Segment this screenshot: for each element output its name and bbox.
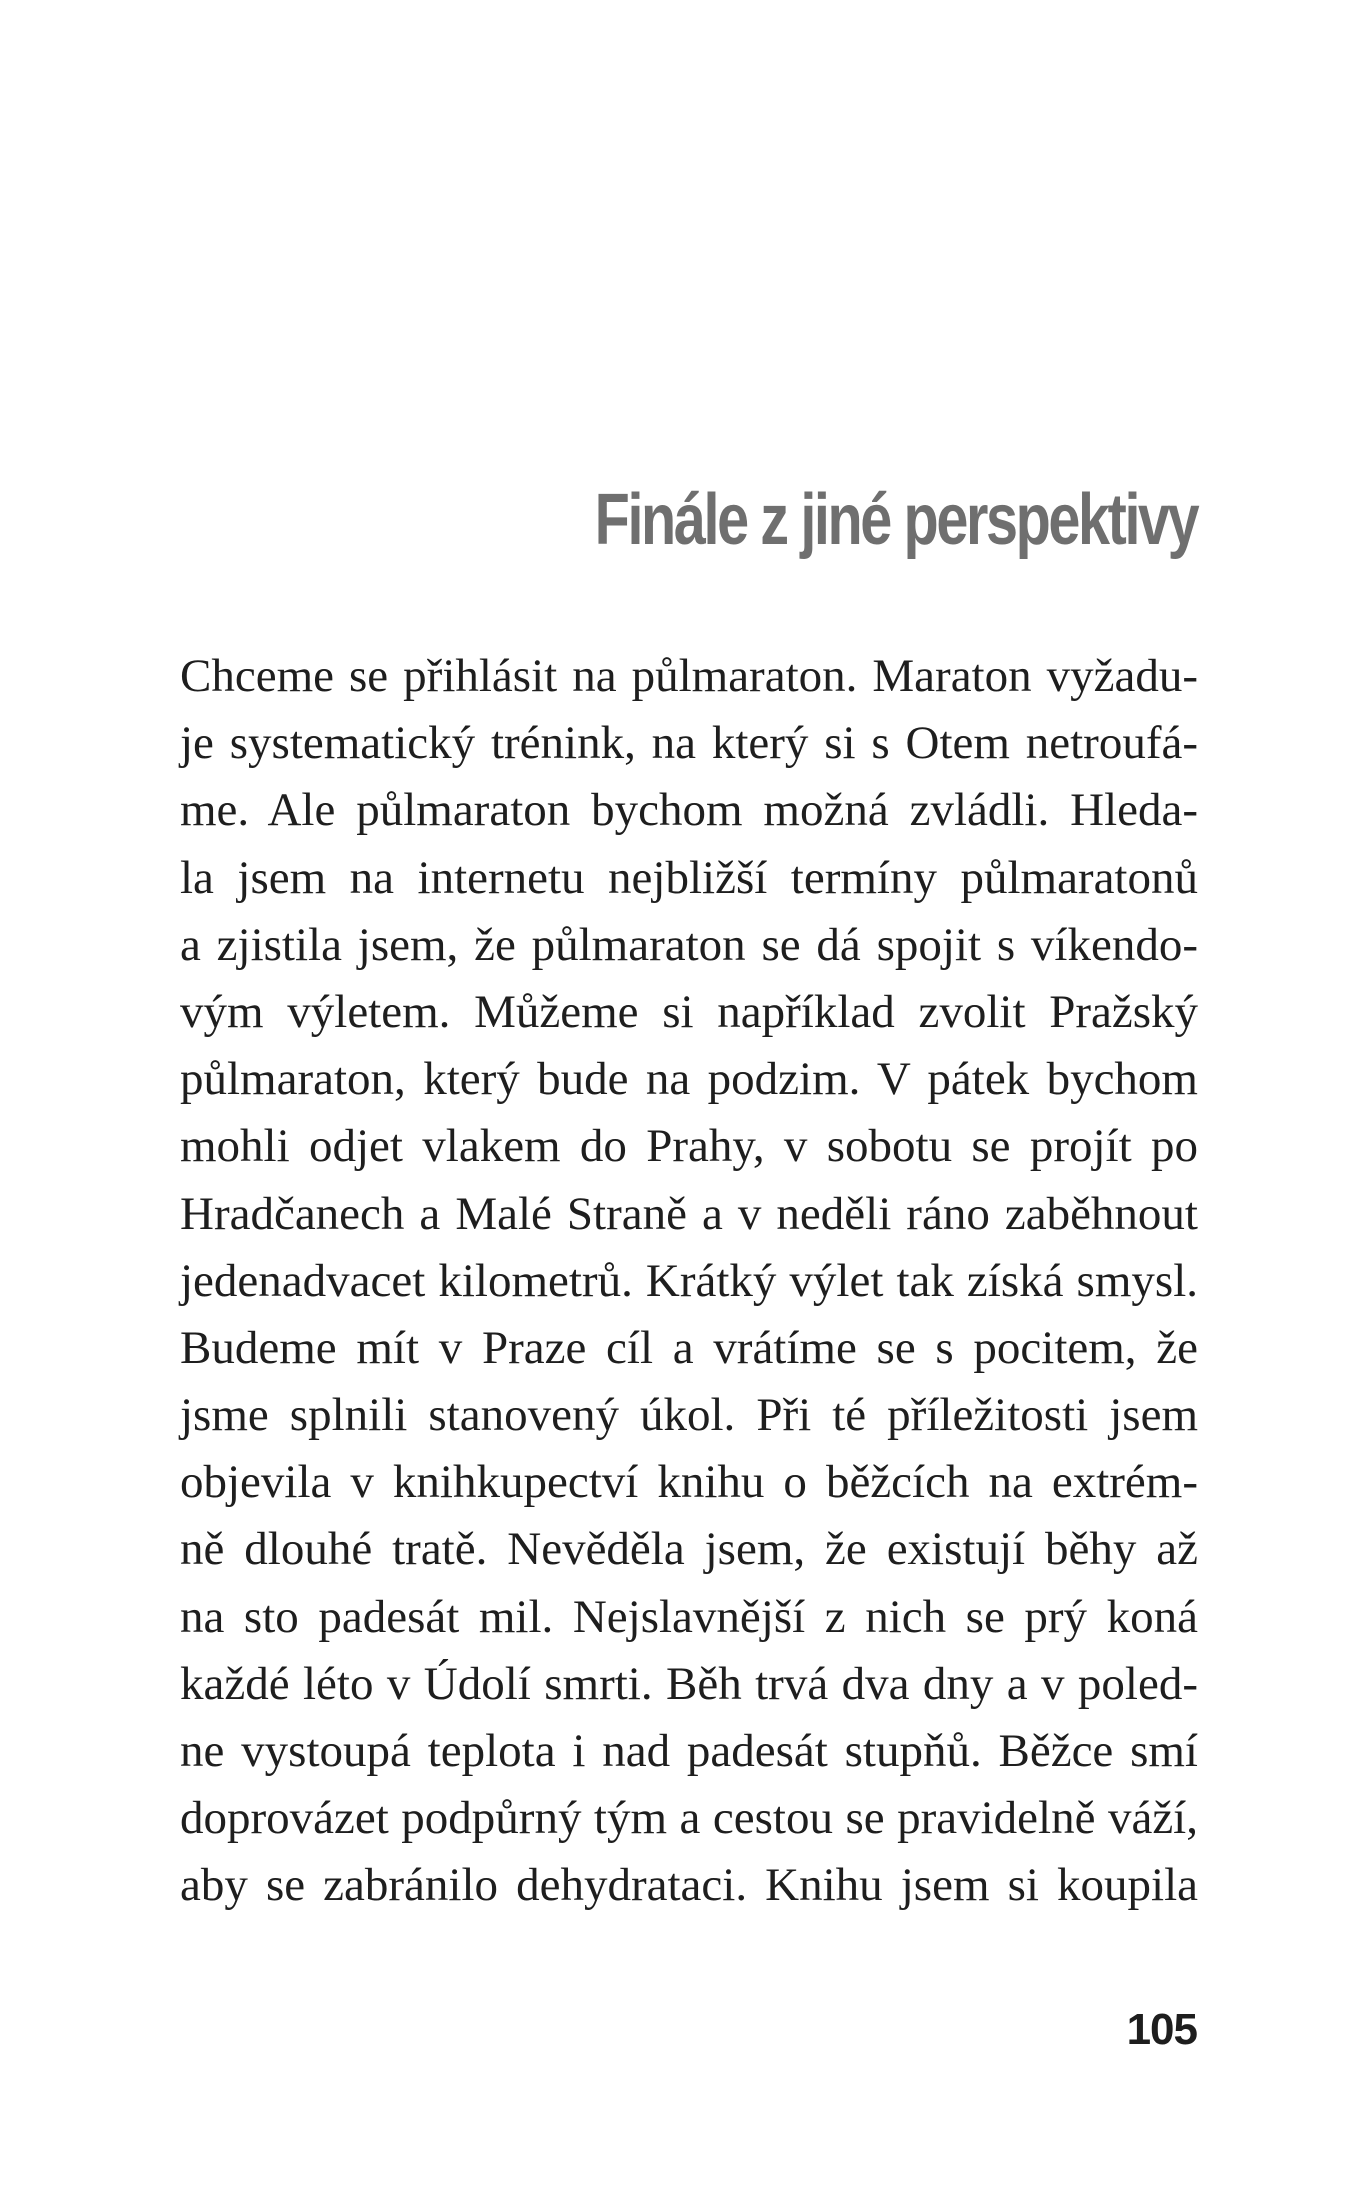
text-line: la jsem na internetu nejbližší termíny půlmaratonů xyxy=(180,851,1198,904)
text-line: aby se zabránilo dehydrataci. Knihu jsem si koupila xyxy=(180,1859,1198,1912)
text-line: Hradčanech a Malé Straně a v neděli ráno zaběhnout xyxy=(180,1187,1198,1240)
text-line: ne vystoupá teplota i nad padesát stupňů. Běžce smí xyxy=(180,1725,1198,1777)
text-line: je systematický trénink, na který si s Otem netroufá- xyxy=(180,717,1198,770)
text-line: každé léto v Údolí smrti. Běh trvá dva dny a v poled- xyxy=(180,1657,1198,1710)
chapter-title: Finále z jiné perspektivy xyxy=(594,480,1197,560)
text-line: na sto padesát mil. Nejslavnější z nich se prý koná xyxy=(180,1590,1198,1643)
body-text xyxy=(180,643,1198,1920)
page-number: 105 xyxy=(1126,2005,1197,2054)
text-line: a zjistila jsem, že půlmaraton se dá spojit s víkendo- xyxy=(180,918,1198,971)
text-line: jsme splnili stanovený úkol. Při té příležitosti jsem xyxy=(180,1389,1198,1442)
text-line: objevila v knihkupectví knihu o běžcích na extrém- xyxy=(180,1456,1198,1509)
text-line: ně dlouhé tratě. Nevěděla jsem, že existují běhy až xyxy=(180,1523,1198,1576)
text-line: Budeme mít v Praze cíl a vrátíme se s pocitem, že xyxy=(180,1321,1198,1374)
text-line: vým výletem. Můžeme si například zvolit Pražský xyxy=(180,985,1198,1038)
text-line: jedenadvacet kilometrů. Krátký výlet tak získá smysl. xyxy=(180,1254,1198,1307)
text-line: Chceme se přihlásit na půlmaraton. Maraton vyžadu- xyxy=(180,650,1198,702)
text-line: doprovázet podpůrný tým a cestou se pravidelně váží, xyxy=(180,1792,1198,1845)
text-line: půlmaraton, který bude na podzim. V pátek bychom xyxy=(180,1053,1198,1106)
text-line: me. Ale půlmaraton bychom možná zvládli. Hleda- xyxy=(180,784,1198,837)
text-line: mohli odjet vlakem do Prahy, v sobotu se projít po xyxy=(180,1120,1198,1173)
